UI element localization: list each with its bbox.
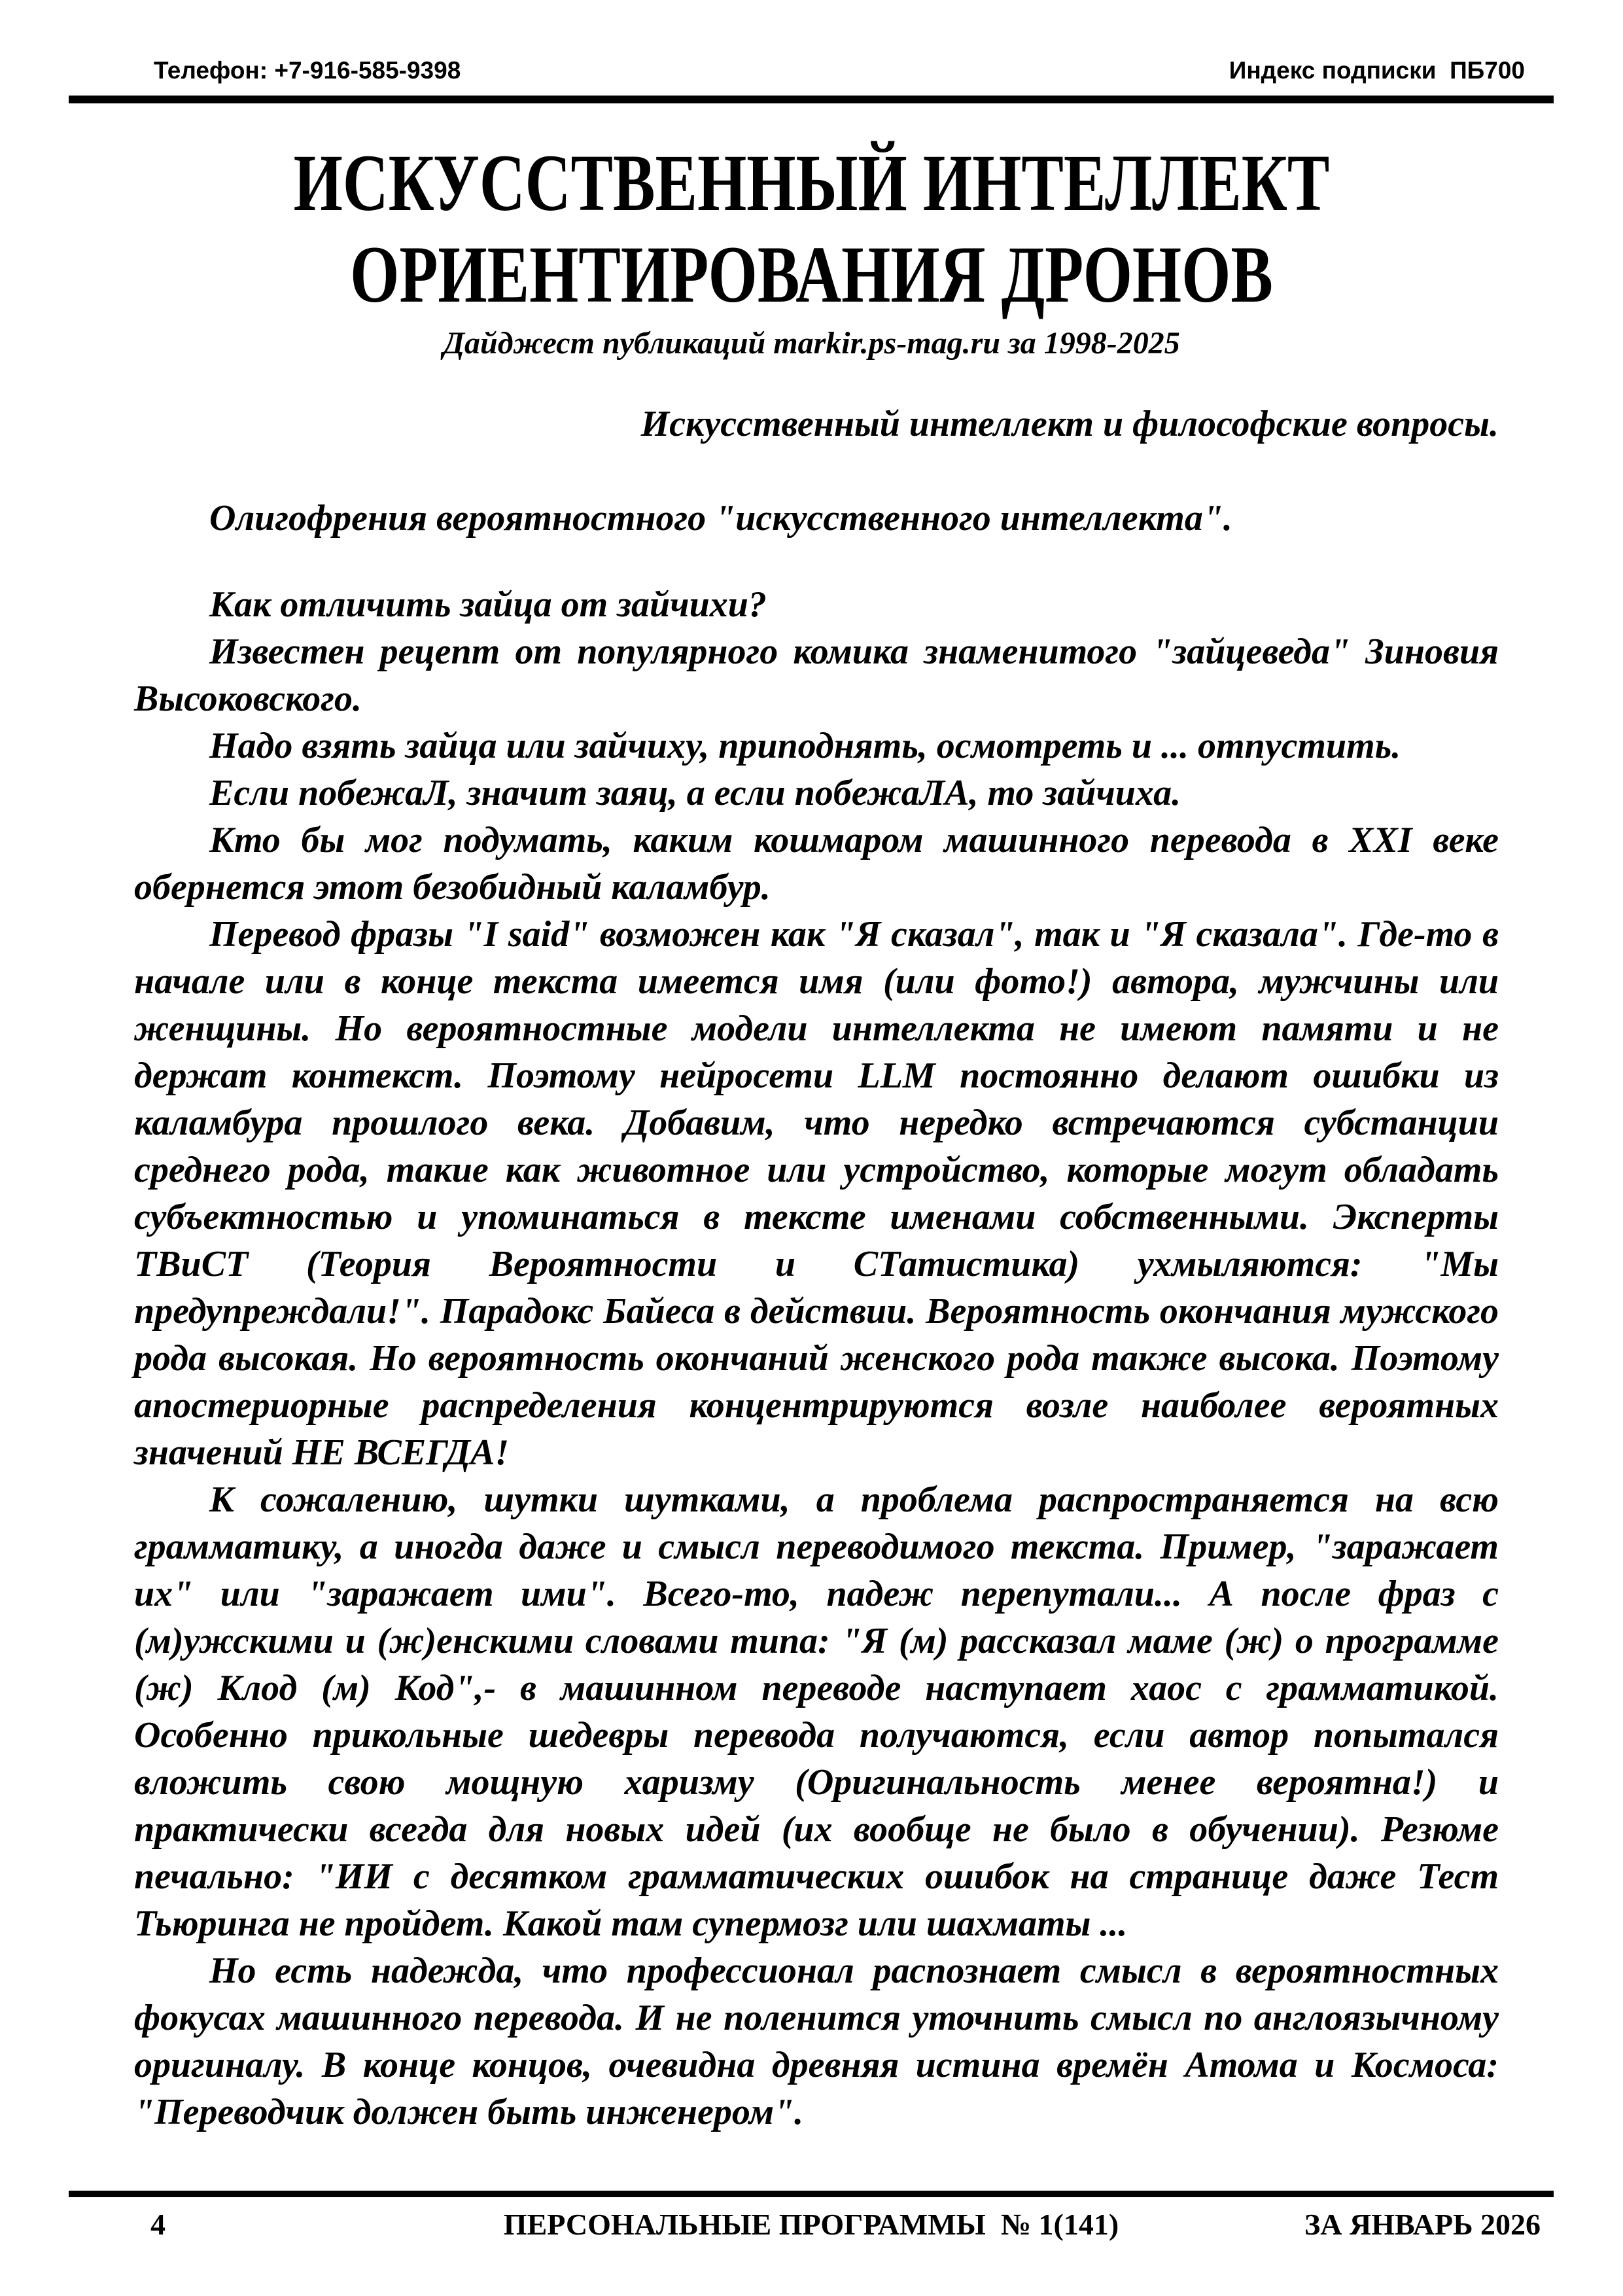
paragraph-list [134, 581, 1499, 2136]
footer-issue-date: ЗА ЯНВАРЬ 2026 [1304, 2208, 1541, 2241]
section-heading: Искусственный интеллект и философские вопросы. [640, 404, 1499, 444]
footer-row [69, 2206, 1554, 2243]
page-footer [69, 2191, 1554, 2243]
page-title-line-1: ИСКУССТВЕННЫЙ ИНТЕЛЛЕКТ [293, 138, 1330, 228]
paragraph: К сожалению, шутки шутками, а проблема распространяется на всю грамматику, а иногда даже и смысл переводимого текста. Пример, "заражает их" или "заражает ими". Всего-то, падеж перепутали... А после фраз с (м)ужскими и (ж)енскими словами типа: "Я (м) рассказал маме (ж) о программе (ж) Клод (м) Код",- в машинном переводе наступает хаос с грамматикой. Особенно прикольные шедевры перевода получаются, если автор попытался вложить свою мощную харизму (Оригинальность менее вероятна!) и практически всегда для новых идей (их вообще не было в обучении). Резюме печально: "ИИ с десятком грамматических ошибок на странице даже Тест Тьюринга не пройдет. Какой там супермозг или шахматы ... [134, 1479, 1499, 1944]
header-rule [69, 96, 1554, 103]
paragraph: Кто бы мог подумать, каким кошмаром машинного перевода в XXI веке обернется этот безобидный каламбур. [134, 820, 1499, 908]
paragraph: Но есть надежда, что профессионал распознает смысл в вероятностных фокусах машинного перевода. И не поленится уточнить смысл по англоязычному оригиналу. В конце концов, очевидна древняя истина времён Атома и Космоса: "Переводчик должен быть инженером". [134, 1951, 1499, 2132]
page-title-line-2: ОРИЕНТИРОВАНИЯ ДРОНОВ [350, 230, 1273, 319]
header-phone: Телефон: +7-916-585-9398 [154, 57, 461, 84]
article-title: Олигофрения вероятностного "искусственного интеллекта". [209, 498, 1232, 539]
footer-rule [69, 2191, 1554, 2197]
paragraph: Как отличить зайца от зайчихи? [209, 584, 767, 625]
title-block [0, 137, 1623, 364]
page-subtitle: Дайджест публикаций markir.ps-mag.ru за 1998-2025 [443, 326, 1180, 361]
page-header [154, 56, 1525, 85]
paragraph: Если побежаЛ, значит заяц, а если побежаЛА, то зайчиха. [209, 773, 1181, 813]
article-body [134, 400, 1499, 2136]
header-subscription-index: Индекс подписки ПБ700 [1229, 57, 1525, 84]
footer-journal-title: ПЕРСОНАЛЬНЫЕ ПРОГРАММЫ № 1(141) [503, 2208, 1119, 2241]
paragraph: Перевод фразы "I said" возможен как "Я сказал", так и "Я сказала". Где-то в начале или в конце текста имеется имя (или фото!) автора, мужчины или женщины. Но вероятностные модели интеллекта не имеют памяти и не держат контекст. Поэтому нейросети LLM постоянно делают ошибки из каламбура прошлого века. Добавим, что нередко встречаются субстанции среднего рода, такие как животное или устройство, которые могут обладать субъектностью и упоминаться в тексте именами собственными. Эксперты ТВиСТ (Теория Вероятности и СТатистика) ухмыляются: "Мы предупреждали!". Парадокс Байеса в действии. Вероятность окончания мужского рода высокая. Но вероятность окончаний женского рода также высока. Поэтому апостериорные распределения концентрируются возле наиболее вероятных значений НЕ ВСЕГДА! [134, 914, 1499, 1473]
footer-page-number: 4 [150, 2208, 166, 2241]
paragraph: Надо взять зайца или зайчиху, приподнять, осмотреть и ... отпустить. [209, 726, 1401, 766]
paragraph: Известен рецепт от популярного комика знаменитого "зайцеведа" Зиновия Высоковского. [134, 631, 1499, 719]
